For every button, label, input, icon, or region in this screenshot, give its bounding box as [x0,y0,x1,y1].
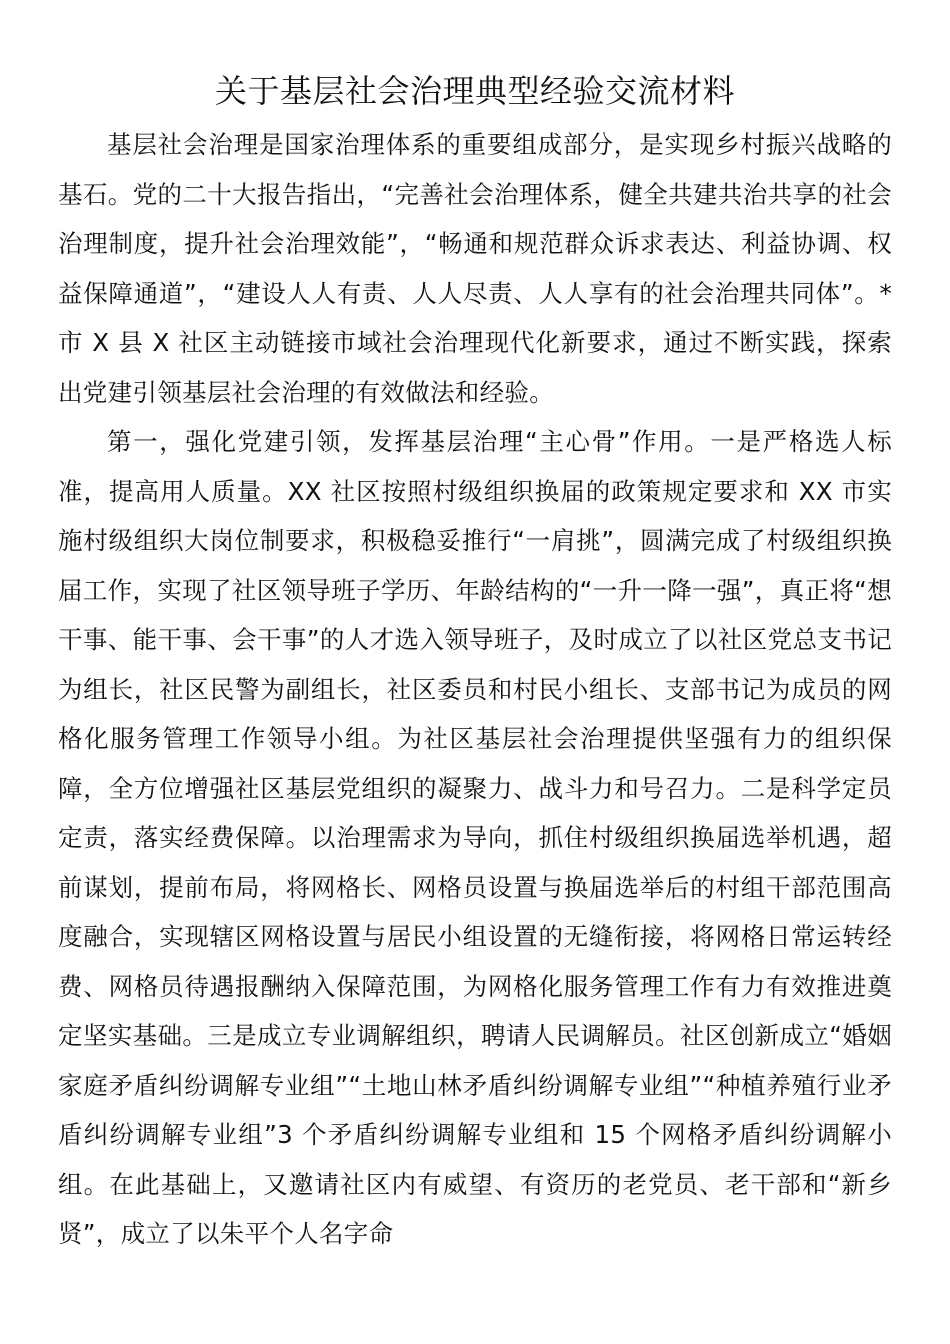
paragraph-intro: 基层社会治理是国家治理体系的重要组成部分，是实现乡村振兴战略的基石。党的二十大报告指出，“完善社会治理体系，健全共建共治共享的社会治理制度，提升社会治理效能”，“畅通和规范群众诉求表达、利益协调、权益保障通道”，“建设人人有责、人人尽责、人人享有的社会治理共同体”。*市 X 县 X 社区主动链接市域社会治理现代化新要求，通过不断实践，探索出党建引领基层社会治理的有效做法和经验。 [58,130,892,407]
document-title: 关于基层社会治理典型经验交流材料 [214,72,735,110]
paragraph-first-point: 第一，强化党建引领，发挥基层治理“主心骨”作用。一是严格选人标准，提高用人质量。XX 社区按照村级组织换届的政策规定要求和 XX 市实施村级组织大岗位制要求，积极稳妥推行“一肩挑”，圆满完成了村级组织换届工作，实现了社区领导班子学历、年龄结构的“一升一降一强”，真正将“想干事、能干事、会干事”的人才选入领导班子，及时成立了以社区党总支书记为组长，社区民警为副组长，社区委员和村民小组长、支部书记为成员的网格化服务管理工作领导小组。为社区基层社会治理提供坚强有力的组织保障，全方位增强社区基层党组织的凝聚力、战斗力和号召力。二是科学定员定责，落实经费保障。以治理需求为导向，抓住村级组织换届选举机遇，超前谋划，提前布局，将网格长、网格员设置与换届选举后的村组干部范围高度融合，实现辖区网格设置与居民小组设置的无缝衔接，将网格日常运转经费、网格员待遇报酬纳入保障范围，为网格化服务管理工作有力有效推进奠定坚实基础。三是成立专业调解组织，聘请人民调解员。社区创新成立“婚姻家庭矛盾纠纷调解专业组”“土地山林矛盾纠纷调解专业组”“种植养殖行业矛盾纠纷调解专业组”3 个矛盾纠纷调解专业组和 15 个网格矛盾纠纷调解小组。在此基础上，又邀请社区内有威望、有资历的老党员、老干部和“新乡贤”，成立了以朱平个人名字命 [58,427,892,1248]
